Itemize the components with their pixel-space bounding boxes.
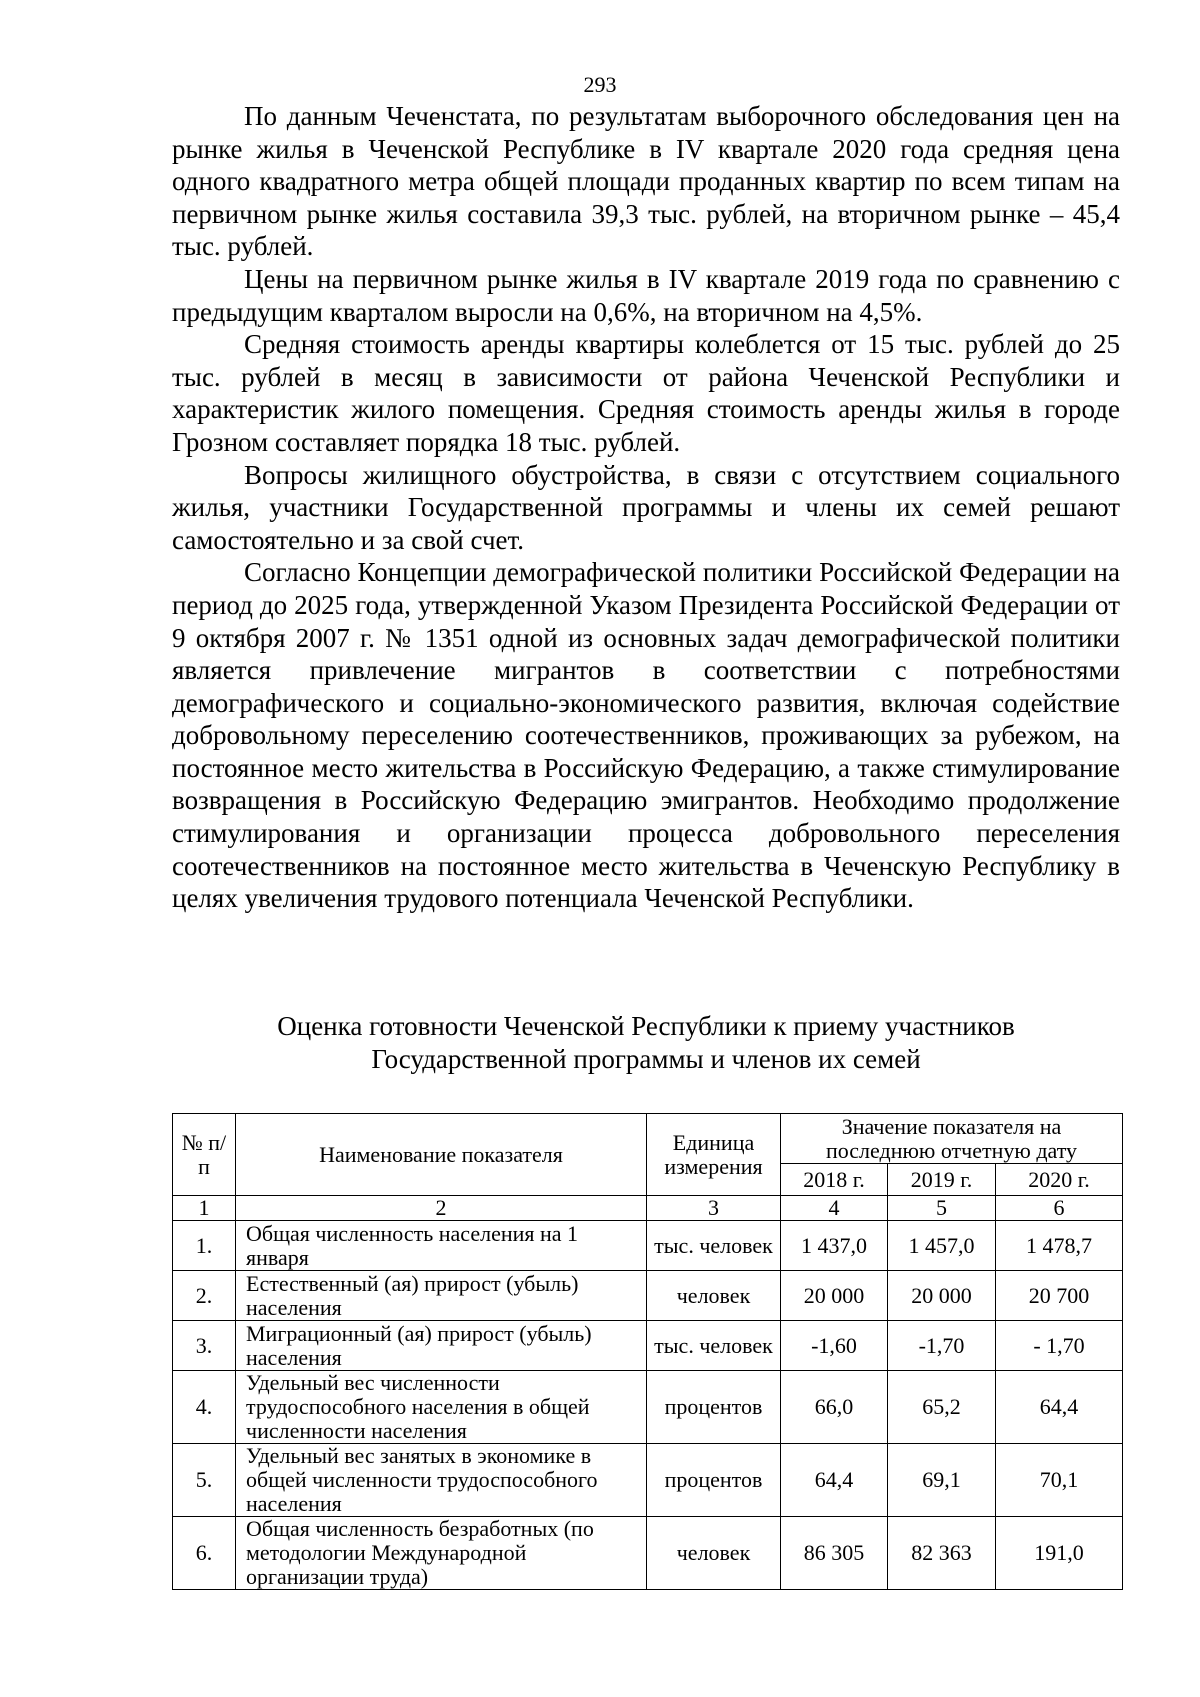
paragraph: Средняя стоимость аренды квартиры колеблется от 15 тыс. рублей до 25 тыс. рублей в месяц в зависимости от района Чеченской Республики и характеристик жилого помещения. Средняя стоимость аренды жилья в городе Грозном составляет порядка 18 тыс. рублей. (172, 329, 1120, 457)
row-num: 4. (173, 1371, 236, 1444)
row-value: 20 700 (996, 1271, 1123, 1321)
row-unit: человек (647, 1271, 781, 1321)
column-number: 1 (173, 1196, 236, 1221)
column-number: 3 (647, 1196, 781, 1221)
row-value: 1 437,0 (781, 1221, 888, 1271)
row-value: 64,4 (781, 1444, 888, 1517)
row-name: Общая численность безработных (по методологии Международной организации труда) (236, 1517, 647, 1590)
row-unit: процентов (647, 1371, 781, 1444)
row-unit: человек (647, 1517, 781, 1590)
table-row (173, 1221, 1123, 1271)
table-row (173, 1271, 1123, 1321)
row-value: 64,4 (996, 1371, 1123, 1444)
row-value: 82 363 (888, 1517, 996, 1590)
row-unit: тыс. человек (647, 1221, 781, 1271)
row-value: 65,2 (888, 1371, 996, 1444)
row-value: 66,0 (781, 1371, 888, 1444)
row-value: 191,0 (996, 1517, 1123, 1590)
row-value: 1 478,7 (996, 1221, 1123, 1271)
column-numbers-row (173, 1196, 1123, 1221)
column-number: 5 (888, 1196, 996, 1221)
header-year: 2019 г. (888, 1164, 996, 1196)
row-name: Удельный вес занятых в экономике в общей численности трудоспособного населения (236, 1444, 647, 1517)
table-title-line: Оценка готовности Чеченской Республики к приему участников (277, 1011, 1015, 1041)
paragraph: Цены на первичном рынке жилья в IV квартале 2019 года по сравнению с предыдущим кварталом выросли на 0,6%, на вторичном на 4,5%. (172, 263, 1120, 327)
header-name: Наименование показателя (236, 1114, 647, 1196)
row-value: 70,1 (996, 1444, 1123, 1517)
row-num: 2. (173, 1271, 236, 1321)
row-value: - 1,70 (996, 1321, 1123, 1371)
row-value: -1,60 (781, 1321, 888, 1371)
table-title-line: Государственной программы и членов их семей (371, 1044, 921, 1074)
indicators-table (172, 1113, 1123, 1590)
row-value: 86 305 (781, 1517, 888, 1590)
page-number: 293 (583, 72, 617, 97)
row-num: 3. (173, 1321, 236, 1371)
body-text (172, 100, 1120, 915)
column-number: 2 (236, 1196, 647, 1221)
paragraph: Согласно Концепции демографической политики Российской Федерации на период до 2025 года, утвержденной Указом Президента Российской Федерации от 9 октября 2007 г. № 1351 одной из основных задач демографической политики является привлечение мигрантов в соответствии с потребностями демографического и социально-экономического развития, включая содействие добровольному переселению соотечественников, проживающих за рубежом, на постоянное место жительства в Российскую Федерацию, а также стимулирование возвращения в Российскую Федерацию эмигрантов. Необходимо продолжение стимулирования и организации процесса добровольного переселения соотечественников на постоянное место жительства в Чеченскую Республику в целях увеличения трудового потенциала Чеченской Республики. (172, 557, 1120, 914)
table-title (172, 1010, 1120, 1076)
row-value: 20 000 (888, 1271, 996, 1321)
paragraph: По данным Чеченстата, по результатам выборочного обследования цен на рынке жилья в Чеченской Республике в IV квартале 2020 года средняя цена одного квадратного метра общей площади проданных квартир по всем типам на первичном рынке жилья составила 39,3 тыс. рублей, на вторичном рынке – 45,4 тыс. рублей. (172, 101, 1120, 262)
column-number: 4 (781, 1196, 888, 1221)
header-unit: Единица измерения (647, 1114, 781, 1196)
table-header-row (173, 1114, 1123, 1164)
row-num: 6. (173, 1517, 236, 1590)
table-row (173, 1321, 1123, 1371)
header-year: 2018 г. (781, 1164, 888, 1196)
row-unit: тыс. человек (647, 1321, 781, 1371)
row-value: 1 457,0 (888, 1221, 996, 1271)
row-value: -1,70 (888, 1321, 996, 1371)
row-name: Естественный (ая) прирост (убыль) населения (236, 1271, 647, 1321)
header-value-group: Значение показателя на последнюю отчетную дату (781, 1114, 1123, 1164)
table-row (173, 1444, 1123, 1517)
paragraph: Вопросы жилищного обустройства, в связи с отсутствием социального жилья, участники Государственной программы и члены их семей решают самостоятельно и за свой счет. (172, 459, 1120, 555)
header-num: № п/п (173, 1114, 236, 1196)
row-name: Миграционный (ая) прирост (убыль) населения (236, 1321, 647, 1371)
row-name: Удельный вес численности трудоспособного населения в общей численности населения (236, 1371, 647, 1444)
table-row (173, 1517, 1123, 1590)
row-num: 1. (173, 1221, 236, 1271)
row-num: 5. (173, 1444, 236, 1517)
row-value: 20 000 (781, 1271, 888, 1321)
row-name: Общая численность населения на 1 января (236, 1221, 647, 1271)
row-unit: процентов (647, 1444, 781, 1517)
header-year: 2020 г. (996, 1164, 1123, 1196)
row-value: 69,1 (888, 1444, 996, 1517)
column-number: 6 (996, 1196, 1123, 1221)
table-row (173, 1371, 1123, 1444)
